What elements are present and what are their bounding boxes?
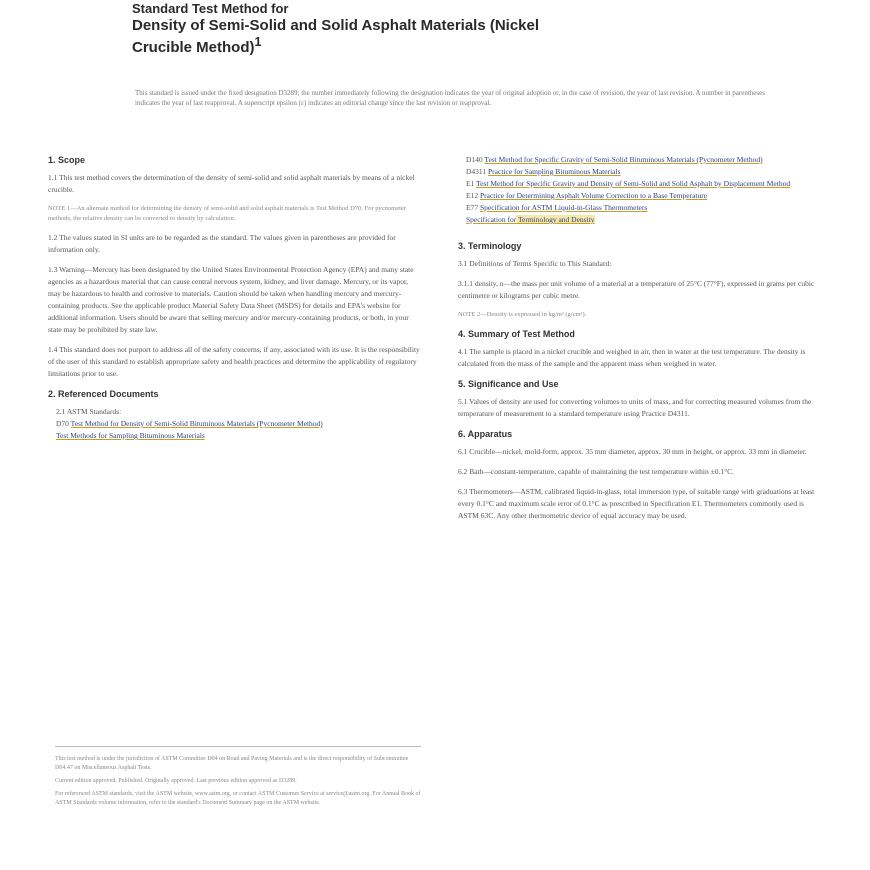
title-line-1: Standard Test Method for [132, 1, 289, 16]
section-heading: 3. Terminology [458, 241, 522, 251]
section [458, 328, 826, 370]
reference-item[interactable] [458, 202, 826, 214]
reference-link[interactable]: Specification for [466, 215, 517, 224]
paragraph [48, 232, 420, 256]
paragraph [458, 278, 826, 302]
reference-link[interactable]: Practice for Sampling Bituminous Materials [488, 167, 621, 176]
section [458, 378, 826, 420]
paragraph-text: 6.1 Crucible—nickel, mold-form, approx. 35 mm diameter, approx. 30 mm in height, or approx. 33 mm in diameter. [458, 447, 807, 456]
paragraph-text: 1.3 Warning—Mercury has been designated by the United States Environmental Protection Agency (EPA) and many state agencies as a hazardous material that can cause central nervous system, kidney, and liver damage. Mercury, or its vapor, may be hazardous to health and corrosive to materials. Caution should be taken when handling mercury and mercury-containing products. See the applicable product Material Safety Data Sheet (MSDS) for details and EPA's website for additional information. Users should be aware that selling mercury and/or mercury-containing products, or both, in your state may be prohibited by state law. [48, 265, 414, 334]
issuance-statement: This standard is issued under the fixed designation D3289; the number immediately following the designation indicates the year of original adoption or, in the case of revision, the year of last revision. A number in parentheses indicates the year of last reapproval. A superscript epsilon (ε) indicates an editorial change since the last revision or reapproval. [135, 89, 765, 107]
title-line-3-text: Crucible Method) [132, 39, 255, 56]
reference-item[interactable] [458, 214, 826, 226]
paragraph [48, 264, 420, 336]
section [48, 388, 420, 456]
reference-link[interactable]: Specification for ASTM Liquid-in-Glass Thermometers [479, 203, 648, 212]
section-gap [48, 442, 420, 456]
paragraph-text: 6.3 Thermometers—ASTM, calibrated liquid-in-glass, total immersion type, of suitable range with graduations at least every 0.1°C and maximum scale error of 0.1°C as prescribed in Specification E1. Thermometers commonly used is ASTM 63C. Any other thermometric device of equal accuracy may be used. [458, 487, 815, 520]
section-heading: 2. Referenced Documents [48, 389, 159, 399]
section [458, 428, 826, 522]
footnote-text: Current edition approved. Published. Originally approved. Last previous edition approved as D3289. [55, 778, 297, 784]
paragraph-text: 1.4 This standard does not purport to address all of the safety concerns, if any, associated with its use. It is the responsibility of the user of this standard to establish appropriate safety and health practices and determine the applicability of regulatory limitations prior to use. [48, 345, 420, 378]
section-heading: 1. Scope [48, 155, 86, 165]
reference-code: D140 [466, 155, 485, 164]
reference-item[interactable] [458, 178, 826, 190]
paragraph-text: 6.2 Bath—constant-temperature, capable of maintaining the test temperature within ±0.1°C. [458, 467, 734, 476]
title-line-2: Density of Semi-Solid and Solid Asphalt Materials (Nickel [132, 17, 540, 34]
paragraph [458, 486, 826, 522]
paragraph-text: 1.1 This test method covers the determination of the density of semi-solid and solid asphalt materials by means of a nickel crucible. [48, 173, 415, 194]
paragraph [458, 466, 826, 478]
reference-link[interactable]: Practice for Determining Asphalt Volume Correction to a Base Temperature [479, 191, 708, 200]
paragraph-text: 5.1 Values of density are used for converting volumes to units of mass, and for correcting measured volumes from the temperature of measurement to a standard temperature using Practice D4311. [458, 397, 812, 418]
paragraph [458, 396, 826, 420]
reference-item[interactable] [458, 166, 826, 178]
reference-item[interactable] [48, 430, 420, 442]
footnote-text: This test method is under the jurisdiction of ASTM Committee D04 on Road and Paving Materials and is the direct responsibility of Subcommittee D04.47 on Miscellaneous Asphalt Tests. [55, 756, 409, 771]
reference-code: D70 [56, 419, 71, 428]
reference-code: E1 [466, 179, 477, 188]
footnotes [55, 746, 421, 812]
note-text [458, 310, 826, 320]
title-line-3 [132, 34, 752, 56]
paragraph [458, 446, 826, 458]
section [48, 154, 420, 380]
reference-item[interactable] [48, 418, 420, 430]
section-heading: 4. Summary of Test Method [458, 329, 575, 339]
paragraph [48, 344, 420, 380]
paragraph-text: 3.1.1 density, n—the mass per unit volume of a material at a temperature of 25°C (77°F), expressed in grams per cubic centimetre or kilograms per cubic metre. [458, 279, 815, 300]
reference-link-highlighted[interactable]: Terminology and Density [516, 215, 595, 224]
reference-link[interactable]: Test Methods for Sampling Bituminous Materials [56, 431, 205, 440]
left-column [48, 154, 420, 456]
reference-link[interactable]: Test Method for Specific Gravity of Semi-Solid Bituminous Materials (Pycnometer Method) [484, 155, 763, 164]
section [458, 240, 826, 320]
document-title [132, 0, 752, 56]
paragraph [48, 172, 420, 196]
section-gap [458, 226, 826, 240]
reference-item[interactable] [458, 154, 826, 166]
paragraph-text: 3.1 Definitions of Terms Specific to This Standard: [458, 259, 612, 268]
reference-item [48, 406, 420, 418]
footnote-text: For referenced ASTM standards, visit the ASTM website, www.astm.org, or contact ASTM Customer Service at service@astm.org. For Annual Book of ASTM Standards volume information, refer to the standard's Document Summary page on the ASTM website. [55, 791, 421, 806]
reference-code: E12 [466, 191, 480, 200]
paragraph-text: 4.1 The sample is placed in a nickel crucible and weighed in air, then in water at the test temperature. The density is calculated from the mass of the sample and the apparent mass when weighed in water. [458, 347, 806, 368]
paragraph [458, 258, 826, 270]
paragraph-text: 1.2 The values stated in SI units are to be regarded as the standard. The values given in parentheses are provided for information only. [48, 233, 396, 254]
reference-code: E77 [466, 203, 480, 212]
section-heading: 5. Significance and Use [458, 379, 559, 389]
reference-link[interactable]: Test Method for Specific Gravity and Density of Semi-Solid and Solid Asphalt by Displacement Method [476, 179, 791, 188]
paragraph-text: NOTE 1—An alternate method for determining the density of semi-solid and solid asphalt materials is Test Method D70. For pycnometer methods, the relative density can be converted to density by calculation. [48, 205, 406, 222]
section [458, 154, 826, 240]
note-text [48, 204, 420, 224]
reference-item[interactable] [458, 190, 826, 202]
reference-link[interactable]: Test Method for Density of Semi-Solid Bituminous Materials (Pycnometer Method) [70, 419, 323, 428]
paragraph [458, 346, 826, 370]
right-column [458, 154, 826, 530]
reference-code: 2.1 ASTM Standards: [56, 407, 122, 416]
reference-code: D4311 [466, 167, 489, 176]
section-heading: 6. Apparatus [458, 429, 513, 439]
paragraph-text: NOTE 2—Density is expressed in kg/m³ (g/cm³). [458, 311, 587, 318]
title-footnote-mark: 1 [254, 35, 262, 49]
